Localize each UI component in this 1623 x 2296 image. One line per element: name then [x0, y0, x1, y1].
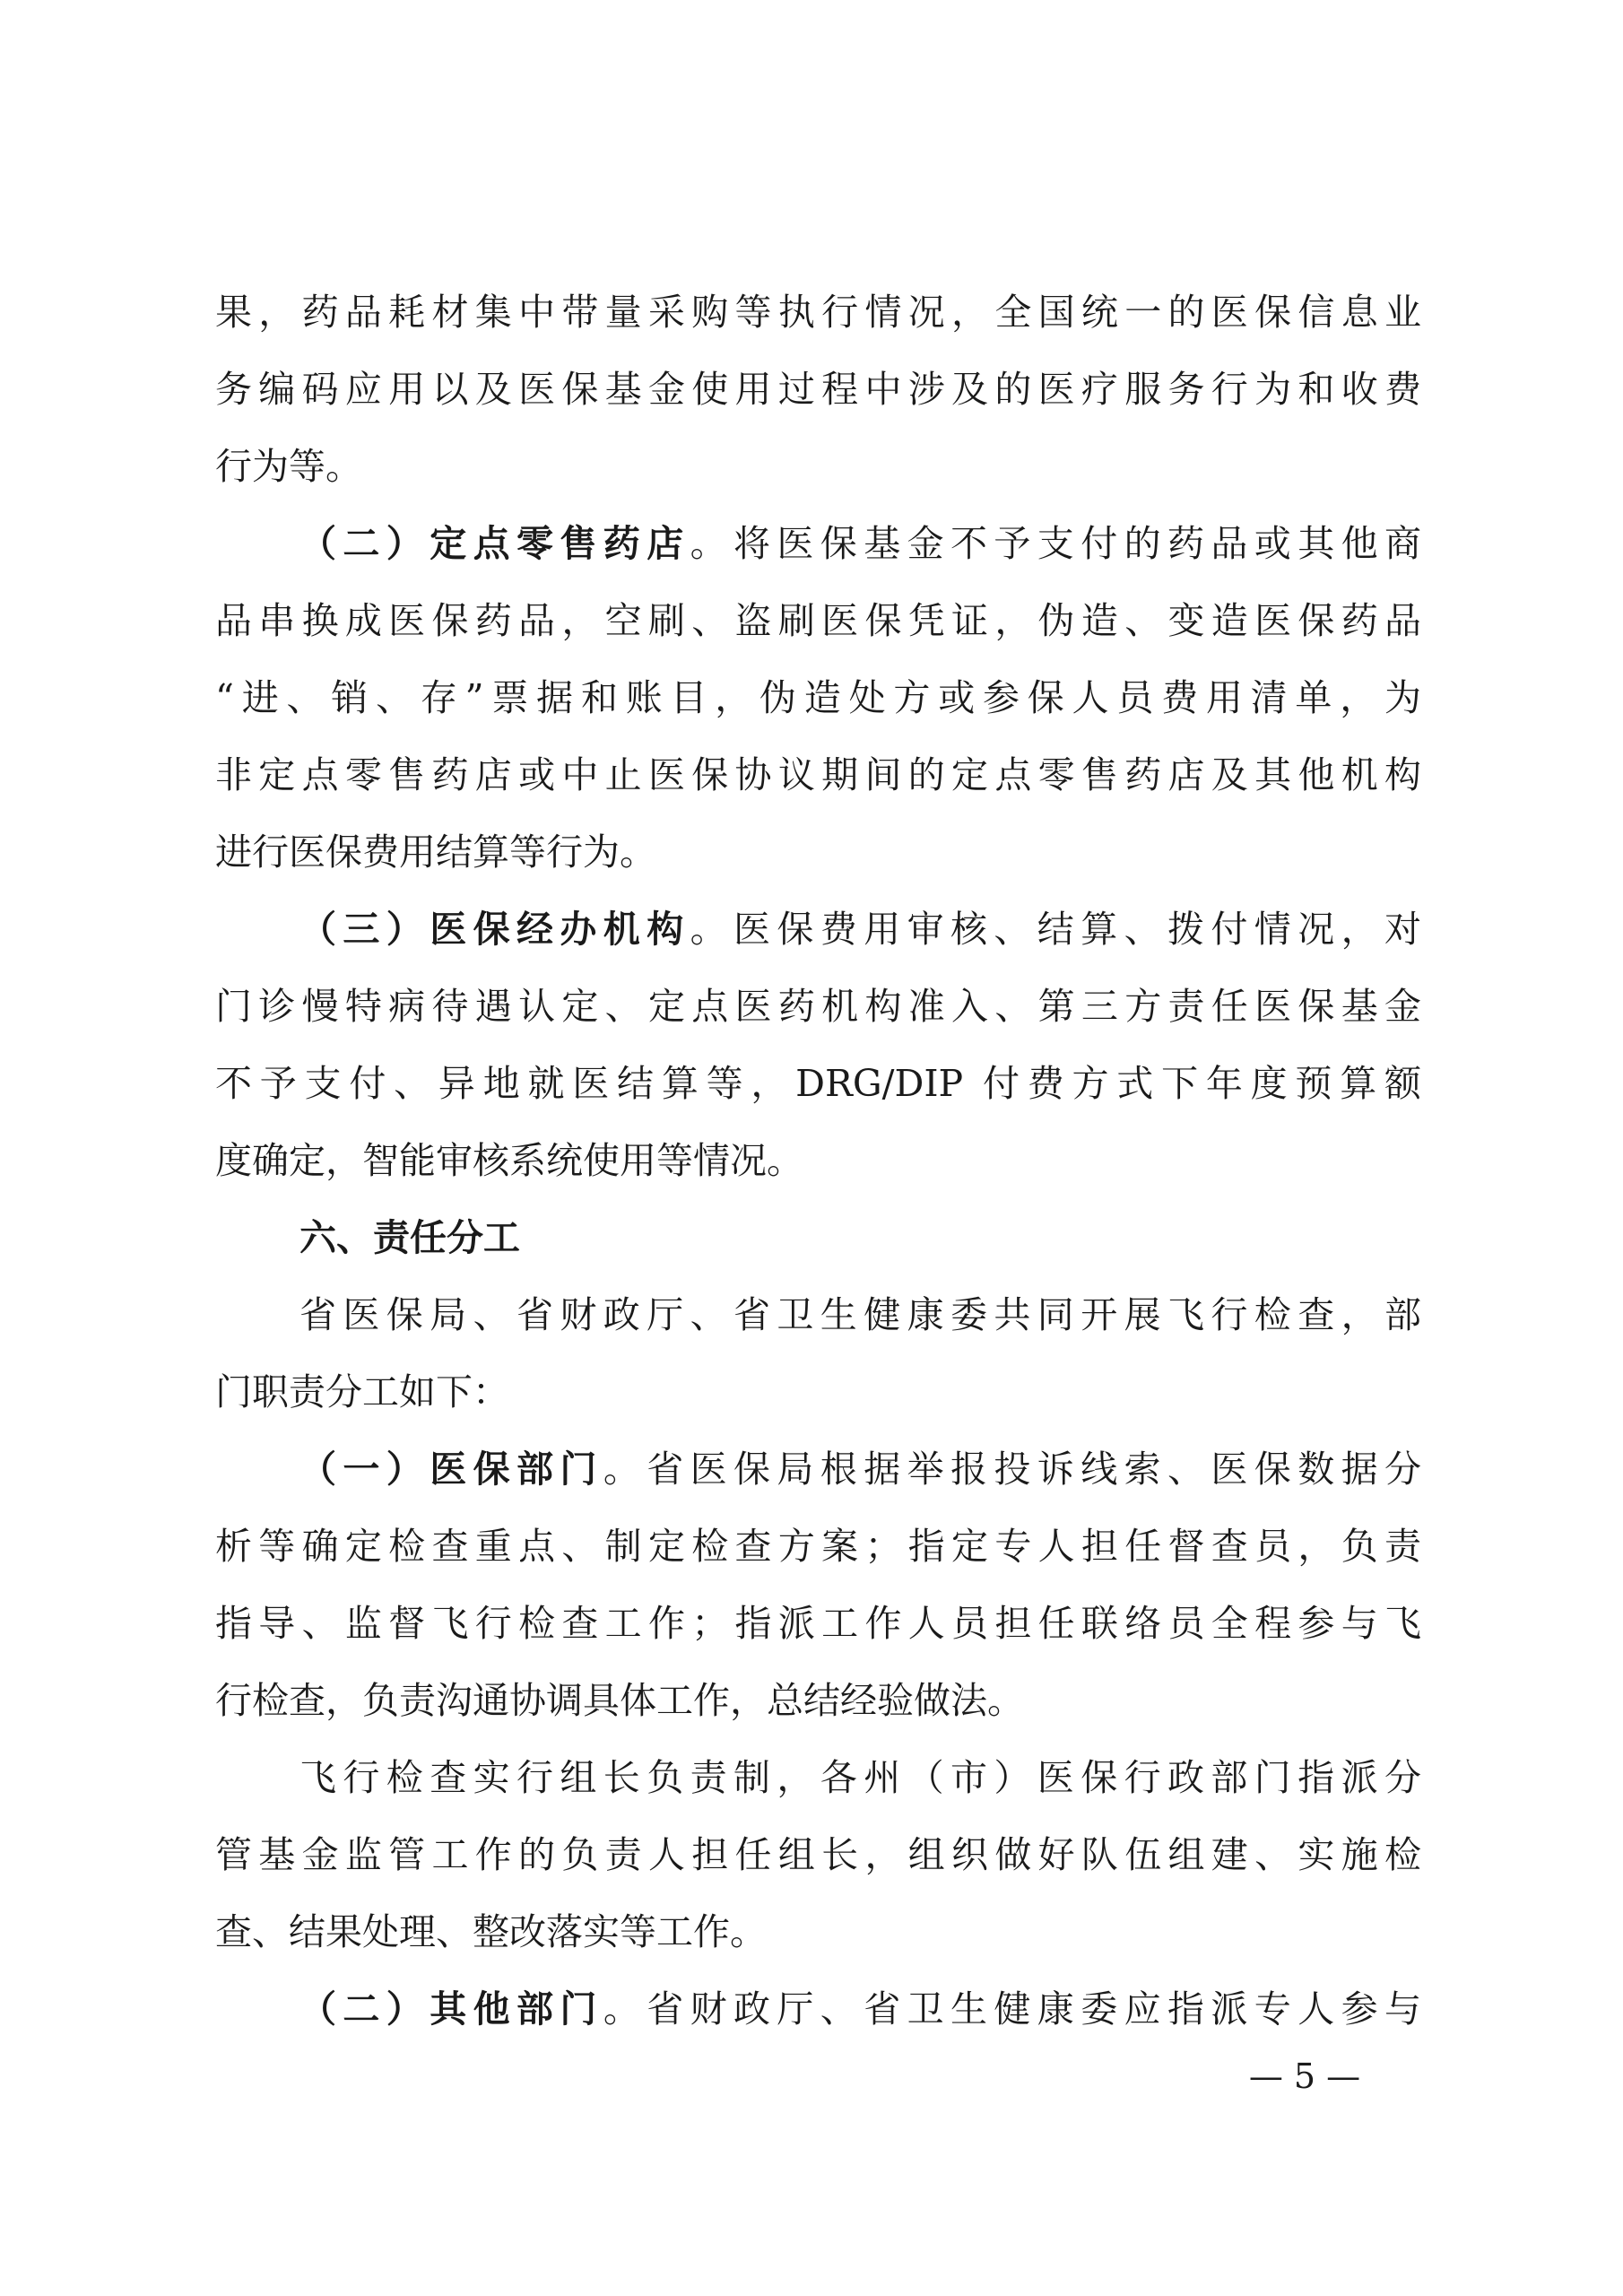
text-line: 进行医保费用结算等行为。 — [215, 831, 656, 874]
item-heading: （二）定点零售药店 — [299, 522, 690, 565]
text-line: 门诊慢特病待遇认定、定点医药机构准入、第三方责任医保基金 — [215, 985, 1421, 1028]
text-line: 析等确定检查重点、制定检查方案；指定专人担任督查员，负责 — [215, 1525, 1421, 1568]
text-line: 指导、监督飞行检查工作；指派工作人员担任联络员全程参与飞 — [215, 1602, 1421, 1645]
text-line: （一）医保部门。省医保局根据举报投诉线索、医保数据分 — [299, 1448, 1421, 1491]
item-heading: （一）医保部门 — [299, 1448, 603, 1491]
text-line: 门职责分工如下： — [215, 1370, 509, 1413]
body-text — [215, 274, 1421, 2048]
item-heading: （二）其他部门 — [299, 1987, 603, 2031]
text-line: 行检查，负责沟通协调具体工作，总结经验做法。 — [215, 1679, 1024, 1722]
text-line: （二）定点零售药店。将医保基金不予支付的药品或其他商 — [299, 522, 1421, 565]
text-line: 行为等。 — [215, 445, 362, 488]
text-line: 飞行检查实行组长负责制，各州（市）医保行政部门指派分 — [299, 1756, 1421, 1799]
text-line: 品串换成医保药品，空刷、盗刷医保凭证，伪造、变造医保药品 — [215, 599, 1421, 642]
text-line: “进、销、存”票据和账目，伪造处方或参保人员费用清单，为 — [215, 676, 1421, 719]
text-line: 查、结果处理、整改落实等工作。 — [215, 1910, 767, 1953]
text-line: 管基金监管工作的负责人担任组长，组织做好队伍组建、实施检 — [215, 1833, 1421, 1876]
text-line: 非定点零售药店或中止医保协议期间的定点零售药店及其他机构 — [215, 753, 1421, 796]
page-number: — 5 — — [1248, 2057, 1361, 2096]
text-line: 不予支付、异地就医结算等，DRG/DIP 付费方式下年度预算额 — [215, 1062, 1421, 1105]
text-line: 度确定，智能审核系统使用等情况。 — [215, 1139, 803, 1182]
item-heading: （三）医保经办机构 — [299, 908, 690, 951]
section-heading: 六、责任分工 — [299, 1216, 520, 1259]
text-line: 务编码应用以及医保基金使用过程中涉及的医疗服务行为和收费 — [215, 368, 1421, 411]
text-line: （二）其他部门。省财政厅、省卫生健康委应指派专人参与 — [299, 1987, 1421, 2031]
text-line: 果，药品耗材集中带量采购等执行情况，全国统一的医保信息业 — [215, 291, 1421, 334]
text-line: （三）医保经办机构。医保费用审核、结算、拨付情况，对 — [299, 908, 1421, 951]
text-line: 省医保局、省财政厅、省卫生健康委共同开展飞行检查，部 — [299, 1293, 1421, 1336]
